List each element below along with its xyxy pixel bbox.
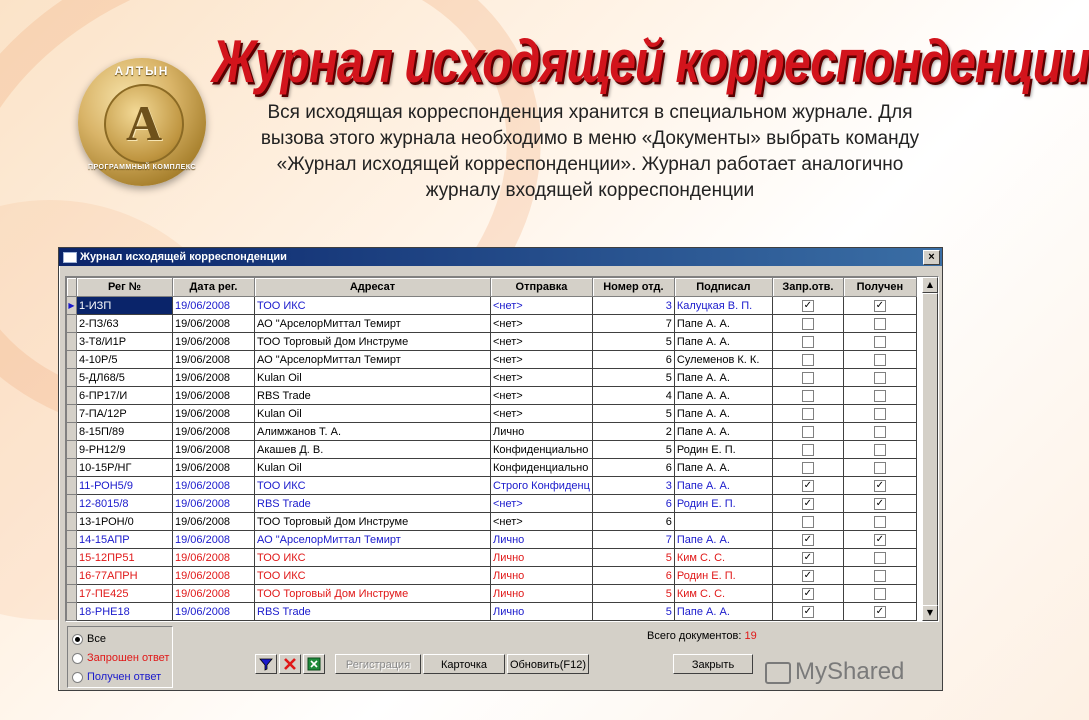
cell-dept[interactable]: 7 — [592, 531, 674, 549]
table-row[interactable] — [67, 495, 917, 513]
cell-reply-requested[interactable] — [772, 423, 843, 441]
correspondence-grid — [65, 276, 939, 622]
table-row[interactable] — [67, 477, 917, 495]
received-checkbox[interactable] — [874, 426, 886, 438]
total-count: 19 — [744, 630, 757, 642]
cell-sending[interactable]: <нет> — [491, 387, 593, 405]
reply-requested-checkbox[interactable] — [802, 354, 814, 366]
cell-dept[interactable]: 5 — [592, 549, 674, 567]
cell-reply-requested[interactable] — [772, 531, 843, 549]
radio-circle-icon[interactable] — [72, 634, 83, 645]
row-indicator[interactable]: ▶ — [67, 297, 77, 315]
cell-addressee[interactable]: RBS Trade — [255, 387, 491, 405]
cell-received[interactable] — [843, 513, 916, 531]
cell-received[interactable] — [843, 387, 916, 405]
row-indicator[interactable] — [67, 549, 77, 567]
reply-requested-checkbox[interactable] — [802, 426, 814, 438]
received-checkbox[interactable]: ✓ — [875, 533, 885, 545]
cell-date[interactable]: 19/06/2008 — [173, 585, 255, 603]
table-row[interactable] — [67, 549, 917, 567]
row-indicator[interactable] — [67, 387, 77, 405]
cell-sending[interactable]: Конфиденциально — [491, 459, 593, 477]
cell-reg[interactable]: 16-77АПРН — [77, 567, 173, 585]
cell-dept[interactable]: 6 — [592, 567, 674, 585]
cell-date[interactable]: 19/06/2008 — [173, 315, 255, 333]
received-checkbox[interactable] — [874, 462, 886, 474]
cell-signed[interactable]: Папе А. А. — [674, 405, 772, 423]
cell-dept[interactable]: 3 — [592, 297, 674, 315]
filter-radio-group — [67, 626, 173, 688]
logo-emblem — [104, 84, 184, 164]
row-indicator[interactable] — [67, 405, 77, 423]
cell-reg[interactable]: 2-ПЗ/63 — [77, 315, 173, 333]
cell-signed[interactable]: Родин Е. П. — [674, 495, 772, 513]
cell-date[interactable]: 19/06/2008 — [173, 351, 255, 369]
table-row[interactable] — [67, 405, 917, 423]
cell-date[interactable]: 19/06/2008 — [173, 549, 255, 567]
cell-sending[interactable]: <нет> — [491, 333, 593, 351]
radio-circle-icon[interactable] — [72, 672, 83, 683]
cell-signed[interactable]: Папе А. А. — [674, 531, 772, 549]
header-col-reply-requested[interactable]: Запр.отв. — [772, 278, 843, 297]
cell-sending[interactable]: Лично — [491, 567, 593, 585]
table-row[interactable] — [67, 603, 917, 621]
received-checkbox[interactable] — [874, 516, 886, 528]
cell-received[interactable] — [843, 549, 916, 567]
cell-dept[interactable]: 6 — [592, 351, 674, 369]
cell-reply-requested[interactable] — [772, 387, 843, 405]
received-checkbox[interactable]: ✓ — [875, 605, 885, 617]
cell-reply-requested[interactable] — [772, 477, 843, 495]
cell-addressee[interactable]: Kulan Oil — [255, 459, 491, 477]
cell-reg[interactable]: 1-ИЗП — [77, 297, 173, 315]
received-checkbox[interactable] — [874, 318, 886, 330]
received-checkbox[interactable] — [874, 354, 886, 366]
cell-signed[interactable] — [674, 513, 772, 531]
table-row[interactable] — [67, 297, 917, 315]
cell-signed[interactable]: Папе А. А. — [674, 369, 772, 387]
cell-sending[interactable]: Лично — [491, 531, 593, 549]
cell-received[interactable] — [843, 477, 916, 495]
filter-radio-label: Запрошен ответ — [87, 652, 170, 664]
table-row[interactable] — [67, 423, 917, 441]
cell-dept[interactable]: 5 — [592, 585, 674, 603]
cell-addressee[interactable]: ТОО Торговый Дом Инструме — [255, 585, 491, 603]
cell-received[interactable] — [843, 423, 916, 441]
logo-bottom-text: ПРОГРАММНЫЙ КОМПЛЕКС — [87, 164, 197, 171]
cell-reply-requested[interactable] — [772, 351, 843, 369]
cell-addressee[interactable]: ТОО ИКС — [255, 297, 491, 315]
cell-dept[interactable]: 6 — [592, 513, 674, 531]
cell-reg[interactable]: 13-1РОН/0 — [77, 513, 173, 531]
scroll-thumb[interactable] — [922, 293, 938, 613]
filter-radio-0[interactable] — [72, 631, 106, 647]
cell-dept[interactable]: 5 — [592, 405, 674, 423]
cell-addressee[interactable]: Kulan Oil — [255, 405, 491, 423]
cell-received[interactable] — [843, 585, 916, 603]
table-row[interactable] — [67, 315, 917, 333]
export-excel-button[interactable] — [303, 654, 325, 674]
funnel-icon — [259, 657, 273, 671]
logo-top-text: АЛТЫН — [114, 64, 170, 78]
reply-requested-checkbox[interactable] — [802, 318, 814, 330]
cell-received[interactable] — [843, 297, 916, 315]
row-indicator[interactable] — [67, 441, 77, 459]
reply-requested-checkbox[interactable] — [802, 516, 814, 528]
row-indicator[interactable] — [67, 333, 77, 351]
cell-reg[interactable]: 11-РОН5/9 — [77, 477, 173, 495]
row-indicator[interactable] — [67, 585, 77, 603]
cell-reply-requested[interactable] — [772, 567, 843, 585]
cell-sending[interactable]: <нет> — [491, 405, 593, 423]
table-body — [67, 297, 917, 621]
radio-circle-icon[interactable] — [72, 653, 83, 664]
table-row[interactable] — [67, 441, 917, 459]
slide-description: Вся исходящая корреспонденция хранится в специальном журнале. Для вызова этого журнала необходимо в меню «Документы» выбрать команду «Журнал исходящей корреспонденции». Журнал работает аналогично журналу входящей корреспонденции — [260, 102, 920, 201]
cell-signed[interactable]: Папе А. А. — [674, 423, 772, 441]
received-checkbox[interactable] — [874, 570, 886, 582]
filter-radio-1[interactable] — [72, 650, 169, 666]
cell-received[interactable] — [843, 405, 916, 423]
header-col-addressee[interactable]: Адресат — [255, 278, 491, 297]
cell-reply-requested[interactable] — [772, 603, 843, 621]
filter-button[interactable] — [255, 654, 277, 674]
cell-received[interactable] — [843, 333, 916, 351]
row-indicator[interactable] — [67, 531, 77, 549]
cell-date[interactable]: 19/06/2008 — [173, 513, 255, 531]
slide-title: Журнал исходящей корреспонденции — [212, 29, 1089, 96]
row-indicator[interactable] — [67, 477, 77, 495]
row-indicator[interactable] — [67, 459, 77, 477]
cell-reply-requested[interactable] — [772, 549, 843, 567]
cell-sending[interactable]: Лично — [491, 603, 593, 621]
cell-reg[interactable]: 14-15АПР — [77, 531, 173, 549]
row-indicator[interactable] — [67, 369, 77, 387]
cell-signed[interactable]: Папе А. А. — [674, 387, 772, 405]
header-col-signed[interactable]: Подписал — [674, 278, 772, 297]
cell-reg[interactable]: 9-РН12/9 — [77, 441, 173, 459]
cell-sending[interactable]: Лично — [491, 585, 593, 603]
cell-dept[interactable]: 5 — [592, 441, 674, 459]
document-total — [647, 630, 757, 642]
row-indicator[interactable] — [67, 603, 77, 621]
correspondence-table — [66, 277, 917, 621]
table-row[interactable] — [67, 531, 917, 549]
cell-signed[interactable]: Папе А. А. — [674, 477, 772, 495]
received-checkbox[interactable]: ✓ — [875, 299, 885, 311]
cell-dept[interactable]: 2 — [592, 423, 674, 441]
cell-addressee[interactable]: ТОО Торговый Дом Инструме — [255, 513, 491, 531]
cell-date[interactable]: 19/06/2008 — [173, 531, 255, 549]
cell-reg[interactable]: 12-8015/8 — [77, 495, 173, 513]
table-row[interactable] — [67, 459, 917, 477]
cell-addressee[interactable]: ТОО Торговый Дом Инструме — [255, 333, 491, 351]
cell-dept[interactable]: 5 — [592, 603, 674, 621]
scroll-down-icon[interactable]: ▼ — [922, 605, 938, 621]
table-header-row — [67, 278, 917, 297]
received-checkbox[interactable] — [874, 552, 886, 564]
cell-reply-requested[interactable] — [772, 441, 843, 459]
cell-addressee[interactable]: RBS Trade — [255, 495, 491, 513]
filter-radio-label: Получен ответ — [87, 671, 162, 683]
reply-requested-checkbox[interactable]: ✓ — [803, 497, 813, 509]
received-checkbox[interactable]: ✓ — [875, 479, 885, 491]
reply-requested-checkbox[interactable] — [802, 462, 814, 474]
cell-date[interactable]: 19/06/2008 — [173, 567, 255, 585]
header-indicator — [67, 278, 77, 297]
cell-signed[interactable]: Папе А. А. — [674, 333, 772, 351]
row-indicator[interactable] — [67, 351, 77, 369]
received-checkbox[interactable]: ✓ — [875, 497, 885, 509]
cell-reply-requested[interactable] — [772, 495, 843, 513]
cell-reply-requested[interactable] — [772, 585, 843, 603]
window-close-button[interactable]: × — [923, 250, 940, 265]
cell-reg[interactable]: 17-ПЕ425 — [77, 585, 173, 603]
excel-icon — [307, 657, 321, 671]
cell-addressee[interactable]: ТОО ИКС — [255, 549, 491, 567]
cell-date[interactable]: 19/06/2008 — [173, 405, 255, 423]
reply-requested-checkbox[interactable] — [802, 408, 814, 420]
cell-reg[interactable]: 18-РНЕ18 — [77, 603, 173, 621]
received-checkbox[interactable] — [874, 390, 886, 402]
red-x-icon — [283, 657, 297, 671]
table-row[interactable] — [67, 333, 917, 351]
header-col-reg[interactable]: Рег № — [77, 278, 173, 297]
reply-requested-checkbox[interactable]: ✓ — [803, 605, 813, 617]
cell-sending[interactable]: <нет> — [491, 315, 593, 333]
cell-addressee[interactable]: Алимжанов Т. А. — [255, 423, 491, 441]
filter-radio-label: Все — [87, 633, 106, 645]
cell-reply-requested[interactable] — [772, 297, 843, 315]
cell-date[interactable]: 19/06/2008 — [173, 387, 255, 405]
cell-signed[interactable]: Калуцкая В. П. — [674, 297, 772, 315]
cell-reply-requested[interactable] — [772, 369, 843, 387]
cell-sending[interactable]: Лично — [491, 423, 593, 441]
cell-dept[interactable]: 4 — [592, 387, 674, 405]
cell-signed[interactable]: Папе А. А. — [674, 315, 772, 333]
cell-sending[interactable]: <нет> — [491, 297, 593, 315]
reply-requested-checkbox[interactable] — [802, 390, 814, 402]
window-title: Журнал исходящей корреспонденции — [80, 251, 287, 263]
reply-requested-checkbox[interactable] — [802, 444, 814, 456]
vertical-scrollbar[interactable] — [922, 277, 938, 621]
altyn-logo — [78, 58, 206, 186]
reply-requested-checkbox[interactable]: ✓ — [803, 479, 813, 491]
cell-received[interactable] — [843, 531, 916, 549]
row-indicator[interactable] — [67, 495, 77, 513]
cell-received[interactable] — [843, 315, 916, 333]
cell-dept[interactable]: 3 — [592, 477, 674, 495]
table-row[interactable] — [67, 387, 917, 405]
window-icon — [63, 252, 77, 263]
cell-reg[interactable]: 10-15Р/НГ — [77, 459, 173, 477]
cell-addressee[interactable]: АО "АрселорМиттал Темирт — [255, 531, 491, 549]
table-row[interactable] — [67, 369, 917, 387]
received-checkbox[interactable] — [874, 444, 886, 456]
cell-addressee[interactable]: АО "АрселорМиттал Темирт — [255, 315, 491, 333]
cell-reg[interactable]: 8-15П/89 — [77, 423, 173, 441]
reply-requested-checkbox[interactable]: ✓ — [803, 569, 813, 581]
header-col-sending[interactable]: Отправка — [491, 278, 593, 297]
clear-filter-button[interactable] — [279, 654, 301, 674]
cell-sending[interactable]: <нет> — [491, 369, 593, 387]
cell-signed[interactable]: Сулеменов К. К. — [674, 351, 772, 369]
cell-reply-requested[interactable] — [772, 405, 843, 423]
cell-signed[interactable]: Родин Е. П. — [674, 441, 772, 459]
total-label: Всего документов: — [647, 630, 742, 642]
received-checkbox[interactable] — [874, 372, 886, 384]
row-indicator[interactable] — [67, 567, 77, 585]
myshared-watermark — [765, 658, 904, 686]
window-titlebar[interactable] — [59, 248, 942, 266]
cell-sending[interactable]: Лично — [491, 549, 593, 567]
cell-date[interactable]: 19/06/2008 — [173, 333, 255, 351]
refresh-button[interactable]: Обновить(F12) — [507, 654, 589, 674]
header-col-date[interactable]: Дата рег. — [173, 278, 255, 297]
cell-reply-requested[interactable] — [772, 333, 843, 351]
cell-dept[interactable]: 5 — [592, 369, 674, 387]
cell-sending[interactable]: Строго Конфиденц — [491, 477, 593, 495]
cell-dept[interactable]: 6 — [592, 495, 674, 513]
table-row[interactable] — [67, 585, 917, 603]
table-row[interactable] — [67, 351, 917, 369]
cell-date[interactable]: 19/06/2008 — [173, 369, 255, 387]
cell-addressee[interactable]: Акашев Д. В. — [255, 441, 491, 459]
logo-letter: А — [125, 95, 163, 151]
cell-sending[interactable]: <нет> — [491, 513, 593, 531]
cell-date[interactable]: 19/06/2008 — [173, 495, 255, 513]
cell-sending[interactable]: <нет> — [491, 495, 593, 513]
reply-requested-checkbox[interactable]: ✓ — [803, 299, 813, 311]
reply-requested-checkbox[interactable]: ✓ — [803, 587, 813, 599]
reply-requested-checkbox[interactable] — [802, 372, 814, 384]
cell-signed[interactable]: Ким С. С. — [674, 549, 772, 567]
cell-reply-requested[interactable] — [772, 459, 843, 477]
cell-received[interactable] — [843, 495, 916, 513]
cell-received[interactable] — [843, 567, 916, 585]
reply-requested-checkbox[interactable]: ✓ — [803, 551, 813, 563]
cell-reg[interactable]: 6-ПР17/И — [77, 387, 173, 405]
scroll-up-icon[interactable]: ▲ — [922, 277, 938, 293]
received-checkbox[interactable] — [874, 588, 886, 600]
cell-dept[interactable]: 7 — [592, 315, 674, 333]
cell-sending[interactable]: Конфиденциально — [491, 441, 593, 459]
header-col-dept[interactable]: Номер отд. — [592, 278, 674, 297]
filter-radio-2[interactable] — [72, 669, 161, 685]
cell-date[interactable]: 19/06/2008 — [173, 603, 255, 621]
cell-reg[interactable]: 5-ДЛ68/5 — [77, 369, 173, 387]
table-row[interactable] — [67, 567, 917, 585]
cell-reg[interactable]: 15-12ПР51 — [77, 549, 173, 567]
cell-date[interactable]: 19/06/2008 — [173, 459, 255, 477]
presentation-icon — [765, 662, 791, 684]
row-indicator[interactable] — [67, 423, 77, 441]
cell-reg[interactable]: 3-Т8/И1Р — [77, 333, 173, 351]
cell-received[interactable] — [843, 441, 916, 459]
watermark-text: MyShared — [795, 658, 905, 685]
cell-received[interactable] — [843, 603, 916, 621]
cell-reply-requested[interactable] — [772, 315, 843, 333]
journal-window — [58, 247, 943, 691]
cell-received[interactable] — [843, 351, 916, 369]
cell-reg[interactable]: 4-10Р/5 — [77, 351, 173, 369]
cell-received[interactable] — [843, 459, 916, 477]
received-checkbox[interactable] — [874, 408, 886, 420]
row-indicator[interactable] — [67, 513, 77, 531]
cell-addressee[interactable]: ТОО ИКС — [255, 567, 491, 585]
cell-dept[interactable]: 6 — [592, 459, 674, 477]
reply-requested-checkbox[interactable] — [802, 336, 814, 348]
row-indicator[interactable] — [67, 315, 77, 333]
cell-date[interactable]: 19/06/2008 — [173, 297, 255, 315]
cell-date[interactable]: 19/06/2008 — [173, 477, 255, 495]
close-button[interactable]: Закрыть — [673, 654, 753, 674]
cell-date[interactable]: 19/06/2008 — [173, 423, 255, 441]
cell-addressee[interactable]: RBS Trade — [255, 603, 491, 621]
cell-dept[interactable]: 5 — [592, 333, 674, 351]
table-row[interactable] — [67, 513, 917, 531]
card-button[interactable]: Карточка — [423, 654, 505, 674]
cell-signed[interactable]: Папе А. А. — [674, 459, 772, 477]
received-checkbox[interactable] — [874, 336, 886, 348]
reply-requested-checkbox[interactable]: ✓ — [803, 533, 813, 545]
cell-sending[interactable]: <нет> — [491, 351, 593, 369]
cell-reg[interactable]: 7-ПА/12Р — [77, 405, 173, 423]
header-col-received[interactable]: Получен — [843, 278, 916, 297]
cell-addressee[interactable]: АО "АрселорМиттал Темирт — [255, 351, 491, 369]
cell-reply-requested[interactable] — [772, 513, 843, 531]
cell-signed[interactable]: Папе А. А. — [674, 603, 772, 621]
register-button[interactable]: Регистрация — [335, 654, 421, 674]
cell-addressee[interactable]: Kulan Oil — [255, 369, 491, 387]
cell-signed[interactable]: Родин Е. П. — [674, 567, 772, 585]
cell-received[interactable] — [843, 369, 916, 387]
cell-date[interactable]: 19/06/2008 — [173, 441, 255, 459]
cell-addressee[interactable]: ТОО ИКС — [255, 477, 491, 495]
cell-signed[interactable]: Ким С. С. — [674, 585, 772, 603]
